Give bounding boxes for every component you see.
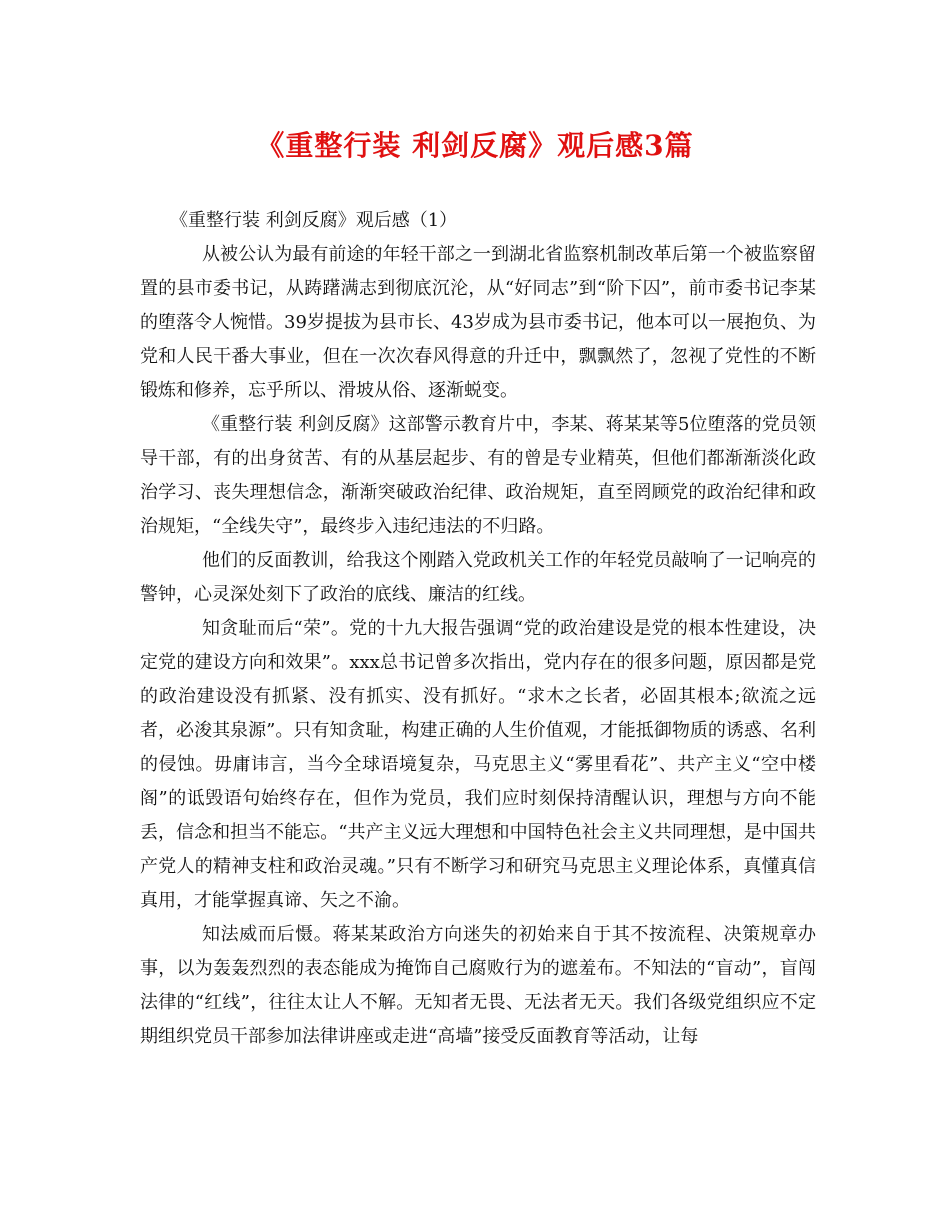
section-subheading: 《重整行装 利剑反腐》观后感（1）: [170, 210, 458, 231]
paragraph-5: 知法威而后慑。蒋某某政治方向迷失的初始来自于其不按流程、决策规章办事，以为轰轰烈烈的表态能成为掩饰自己腐败行为的遮羞布。不知法的“盲动”，盲闯法律的“红线”，往往太让人不解。无知者无畏、无法者无天。我们各级党组织应不定期组织党员干部参加法律讲座或走进“高墙”接受反面教育等活动，让每: [140, 924, 816, 1047]
paragraph-2: 《重整行装 利剑反腐》这部警示教育片中，李某、蒋某某等5位堕落的党员领导干部，有的出身贫苦、有的从基层起步、有的曾是专业精英，但他们都渐渐淡化政治学习、丧失理想信念，渐渐突破政治纪律、政治规矩，直至罔顾党的政治纪律和政治规矩，“全线失守”，最终步入违纪违法的不归路。: [140, 414, 816, 537]
document-title: 《重整行装 利剑反腐》观后感3篇: [256, 129, 694, 162]
paragraph-4: 知贪耻而后“荣”。党的十九大报告强调“党的政治建设是党的根本性建设，决定党的建设方向和效果”。xxx总书记曾多次指出，党内存在的很多问题，原因都是党的政治建设没有抓紧、没有抓实、没有抓好。“求木之长者，必固其根本;欲流之远者，必浚其泉源”。只有知贪耻，构建正确的人生价值观，才能抵御物质的诱惑、名利的侵蚀。毋庸讳言，当今全球语境复杂，马克思主义“雾里看花”、共产主义“空中楼阁”的诋毁语句始终存在，但作为党员，我们应时刻保持清醒认识，理想与方向不能丢，信念和担当不能忘。“共产主义远大理想和中国特色社会主义共同理想，是中国共产党人的精神支柱和政治灵魂。”只有不断学习和研究马克思主义理论体系，真懂真信真用，才能掌握真谛、矢之不渝。: [140, 618, 816, 911]
document-body: [140, 204, 816, 1054]
paragraph-3: 他们的反面教训，给我这个刚踏入党政机关工作的年轻党员敲响了一记响亮的警钟，心灵深处刻下了政治的底线、廉洁的红线。: [140, 550, 816, 605]
paragraph-1: 从被公认为最有前途的年轻干部之一到湖北省监察机制改革后第一个被监察留置的县市委书记，从踌躇满志到彻底沉沦，从“好同志”到“阶下囚”，前市委书记李某的堕落令人惋惜。39岁提拔为县市长、43岁成为县市委书记，他本可以一展抱负、为党和人民干番大事业，但在一次次春风得意的升迁中，飘飘然了，忽视了党性的不断锻炼和修养，忘乎所以、滑坡从俗、逐渐蜕变。: [140, 244, 816, 401]
